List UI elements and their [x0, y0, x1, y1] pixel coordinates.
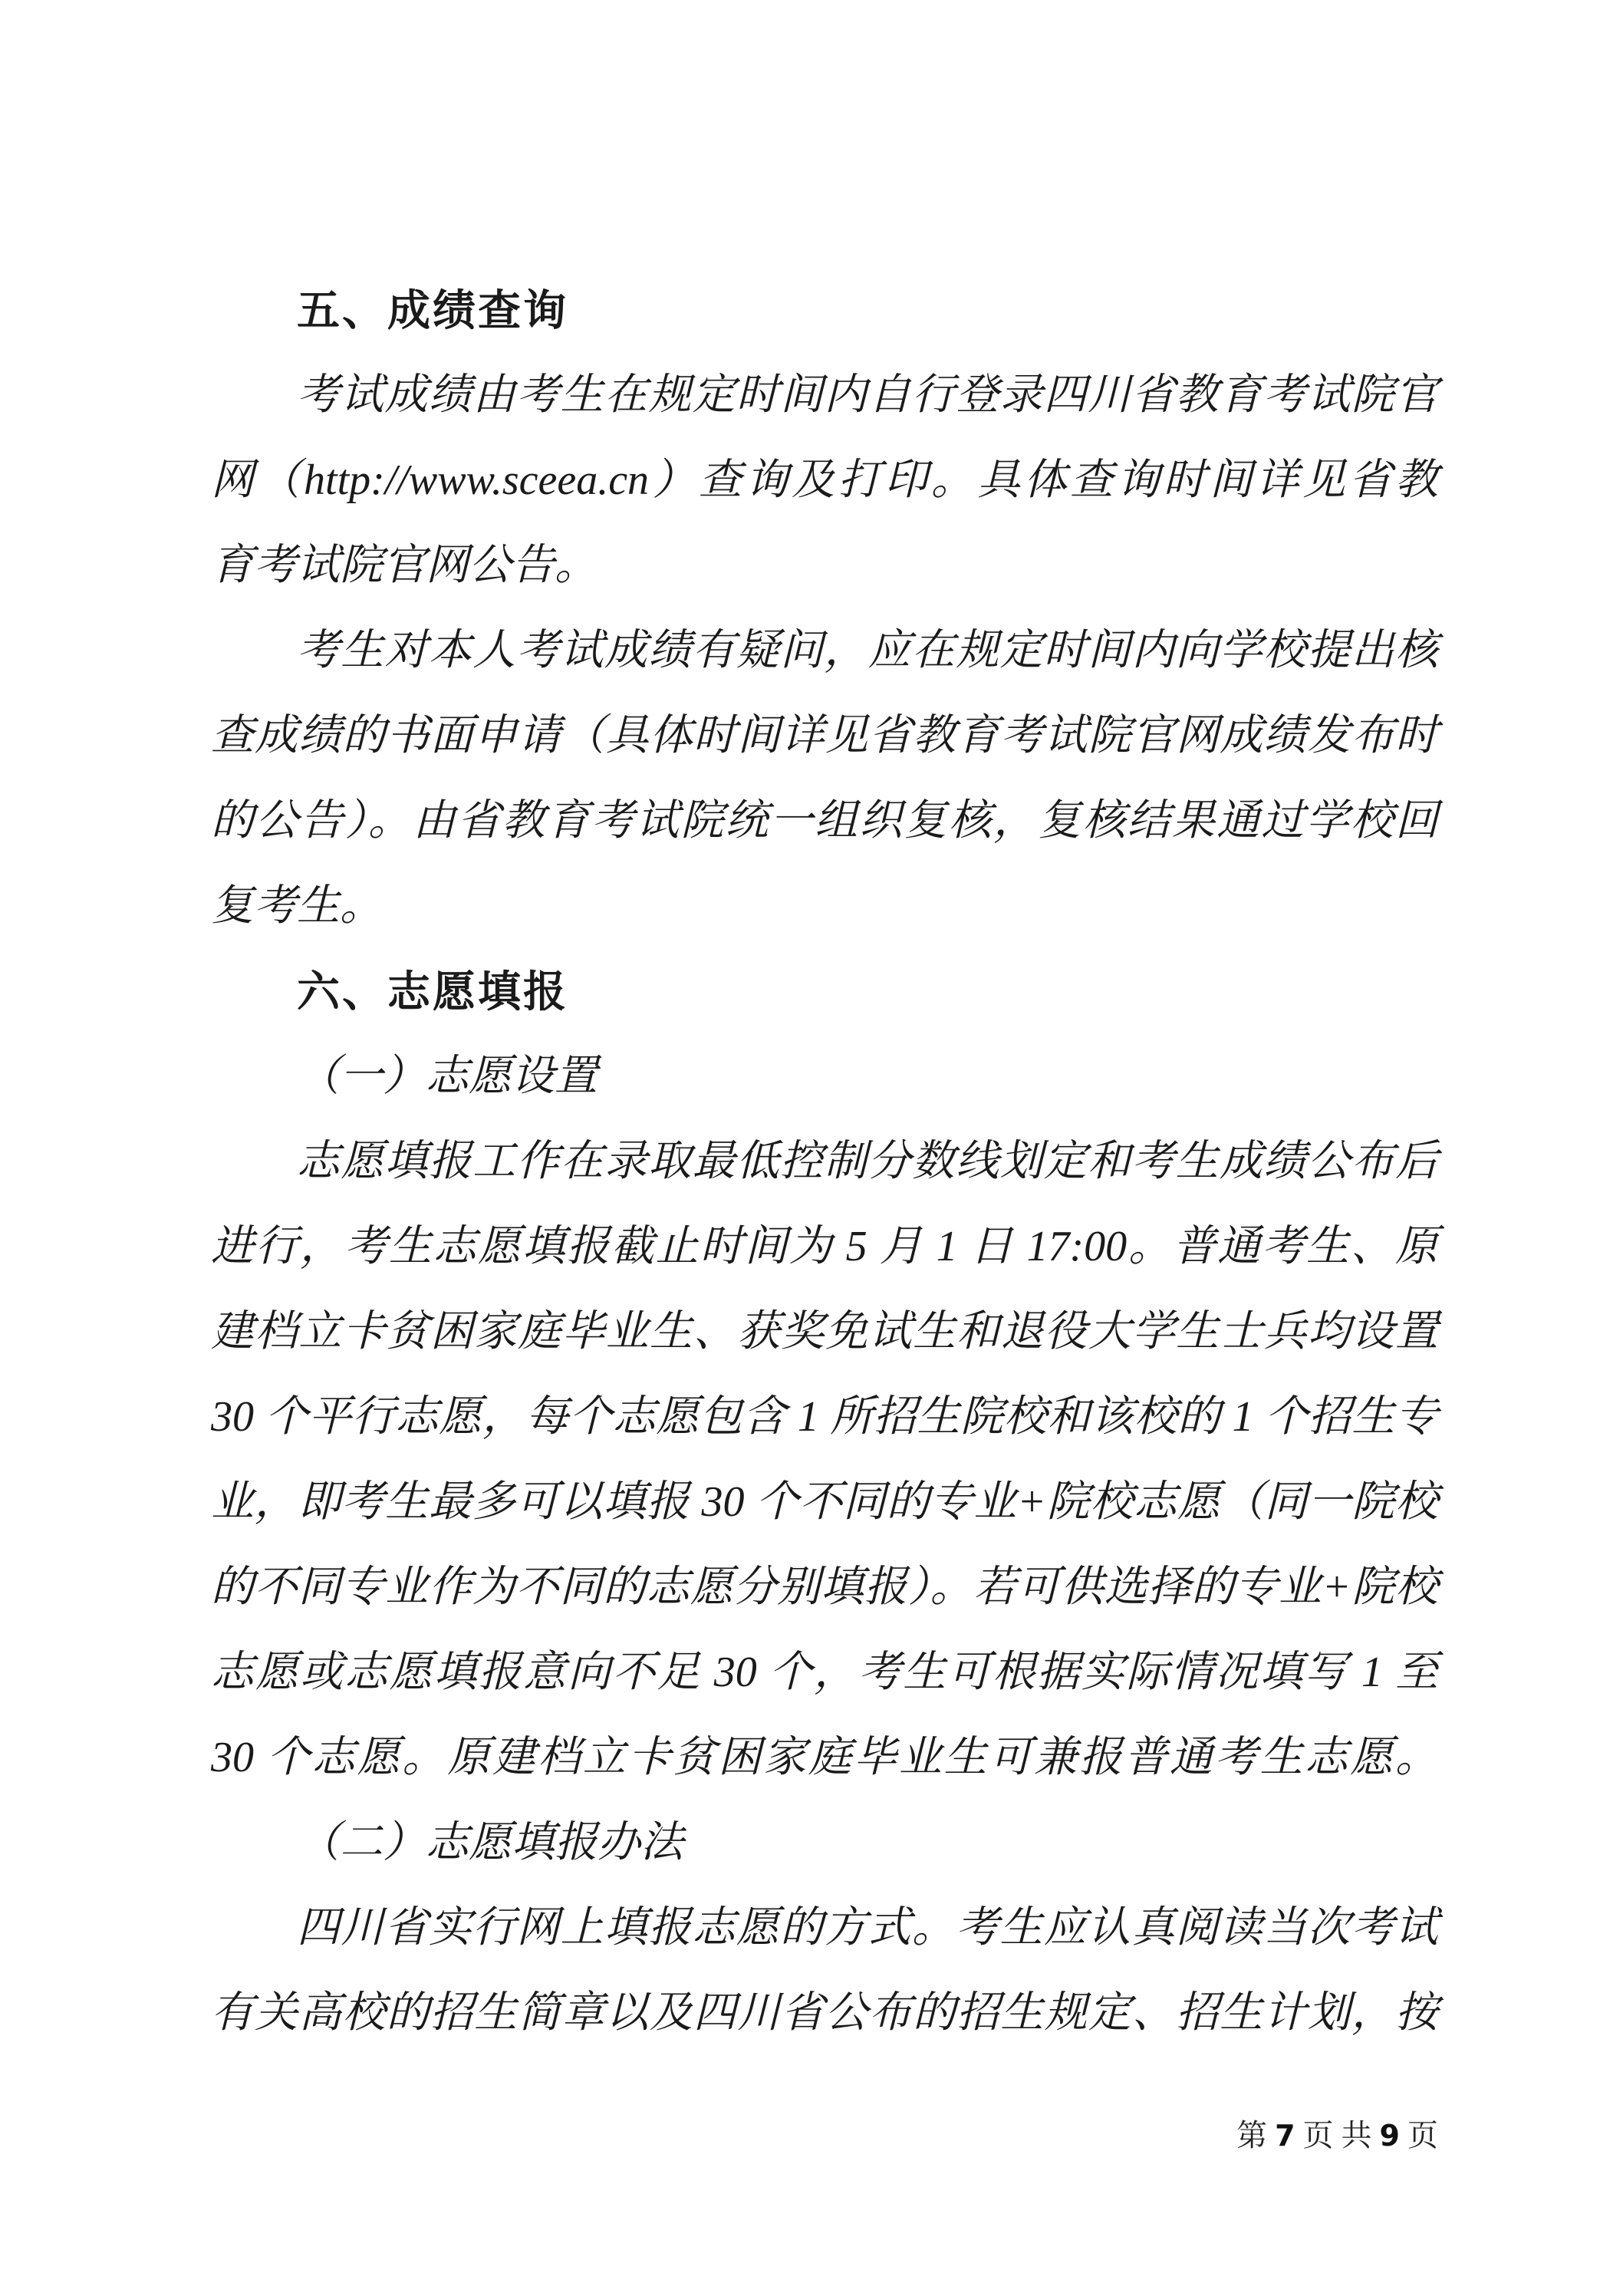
paragraph-line: 志愿或志愿填报意向不足 30 个，考生可根据实际情况填写 1 至 — [211, 1649, 1438, 1696]
heading-score-inquiry: 五、成绩查询 — [297, 286, 568, 334]
footer-label-ye2: 页 — [1407, 2118, 1438, 2153]
paragraph-line: 考试成绩由考生在规定时间内自行登录四川省教育考试院官 — [297, 371, 1438, 419]
paragraph-line: 业，即考生最多可以填报 30 个不同的专业+院校志愿（同一院校 — [211, 1478, 1438, 1526]
paragraph-line: 复考生。 — [211, 882, 383, 930]
paragraph-line: 网（http://www.sceea.cn）查询及打印。具体查询时间详见省教 — [211, 456, 1438, 504]
heading-volunteer-application: 六、志愿填报 — [297, 967, 568, 1016]
subheading-volunteer-method: （二）志愿填报办法 — [297, 1819, 683, 1866]
total-pages: 9 — [1379, 2119, 1400, 2153]
paragraph-line: 建档立卡贫困家庭毕业生、获奖免试生和退役大学生士兵均设置 — [211, 1308, 1438, 1356]
paragraph-line: 的不同专业作为不同的志愿分别填报）。若可供选择的专业+院校 — [211, 1563, 1438, 1611]
paragraph-line: 进行，考生志愿填报截止时间为 5 月 1 日 17:00。普通考生、原 — [211, 1223, 1438, 1270]
paragraph-line: 考生对本人考试成绩有疑问，应在规定时间内向学校提出核 — [297, 627, 1438, 674]
paragraph-line: 有关高校的招生简章以及四川省公布的招生规定、招生计划，按 — [211, 1989, 1438, 2037]
footer-label-ye: 页 — [1302, 2118, 1334, 2153]
paragraph-line: 育考试院官网公告。 — [211, 542, 598, 589]
page-footer — [1236, 2116, 1438, 2155]
paragraph-line: 30 个志愿。原建档立卡贫困家庭毕业生可兼报普通考生志愿。 — [211, 1734, 1438, 1781]
paragraph-line: 30 个平行志愿，每个志愿包含 1 所招生院校和该校的 1 个招生专 — [211, 1393, 1438, 1441]
footer-label-gong: 共 — [1341, 2118, 1372, 2153]
footer-label-di: 第 — [1236, 2118, 1268, 2153]
document-body — [211, 268, 1438, 2056]
paragraph-line: 志愿填报工作在录取最低控制分数线划定和考生成绩公布后 — [297, 1138, 1438, 1185]
paragraph-line: 四川省实行网上填报志愿的方式。考生应认真阅读当次考试 — [297, 1904, 1438, 1952]
paragraph-line: 的公告）。由省教育考试院统一组织复核，复核结果通过学校回 — [211, 797, 1438, 845]
paragraph-line: 查成绩的书面申请（具体时间详见省教育考试院官网成绩发布时 — [211, 712, 1438, 759]
subheading-volunteer-setup: （一）志愿设置 — [297, 1052, 598, 1100]
page-number: 7 — [1275, 2119, 1295, 2153]
